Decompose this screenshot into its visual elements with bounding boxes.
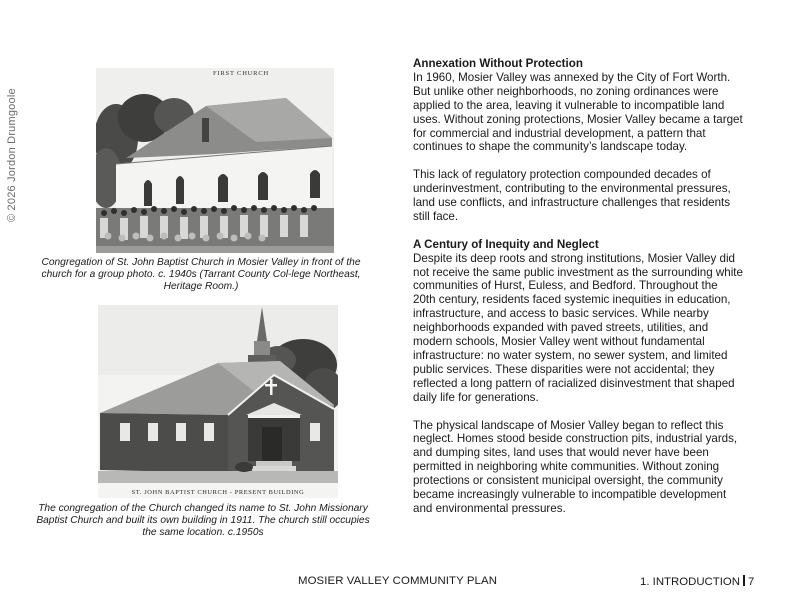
section-heading-annexation: Annexation Without Protection — [413, 57, 583, 70]
paragraph: This lack of regulatory protection compounded decades of underinvestment, contributing to the environmental pressures, land use conflicts, and infrastructure challenges that residents still face. — [413, 168, 731, 223]
copyright-notice: © 2026 Jordon Drumgoole — [6, 88, 18, 222]
present-building-photo — [98, 305, 338, 498]
footer-plan-title: MOSIER VALLEY COMMUNITY PLAN — [298, 575, 498, 587]
page-number: 7 — [748, 576, 755, 588]
main-text-column — [413, 57, 743, 516]
footer-divider — [743, 575, 745, 586]
footer-section-label: 1. INTRODUCTION — [640, 576, 740, 588]
section-heading-inequity: A Century of Inequity and Neglect — [413, 237, 599, 251]
paragraph: In 1960, Mosier Valley was annexed by the City of Fort Worth. But unlike other neighborhoods, no zoning ordinances were applied to the area, leaving it vulnerable to incompatible land uses. Without zoning protections, Mosier Valley became a target for commercial and industrial development, a pattern that continues to shape the community’s landscape today. — [413, 70, 743, 154]
first-church-caption: Congregation of St. John Baptist Church in Mosier Valley in front of the church for a group photo. c. 1940s (Tarrant County Col-lege Northeast, Heritage Room.) — [41, 257, 361, 293]
present-building-photo-label: ST. JOHN BAPTIST CHURCH - PRESENT BUILDING — [131, 489, 305, 496]
first-church-photo — [96, 68, 334, 253]
footer-page-info — [640, 575, 754, 588]
first-church-photo-label: FIRST CHURCH — [213, 70, 269, 77]
paragraph: Despite its deep roots and strong institutions, Mosier Valley did not receive the same public investment as the surrounding white communities of Hurst, Euless, and Bedford. Throughout the 20th century, residents faced systemic inequities in education, infrastructure, and access to basic services. While nearby neighborhoods expanded with paved streets, utilities, and modern schools, Mosier Valley went without fundamental infrastructure: no water system, no sewer system, and limited public services. These disparities were not accidental; they reflected a long pattern of racialized disinvestment that shaped daily life for generations. — [413, 251, 743, 404]
paragraph: The physical landscape of Mosier Valley began to reflect this neglect. Homes stood beside construction pits, industrial yards, and dumping sites, land uses that would never have been permitted in neighboring white communities. Without zoning protections or consistent municipal oversight, the community became increasingly vulnerable to incompatible development and environmental pressures. — [413, 418, 738, 515]
present-building-caption: The congregation of the Church changed its name to St. John Missionary Baptist Church and built its own building in 1911. The church still occupies the same location. c.1950s — [36, 503, 370, 539]
